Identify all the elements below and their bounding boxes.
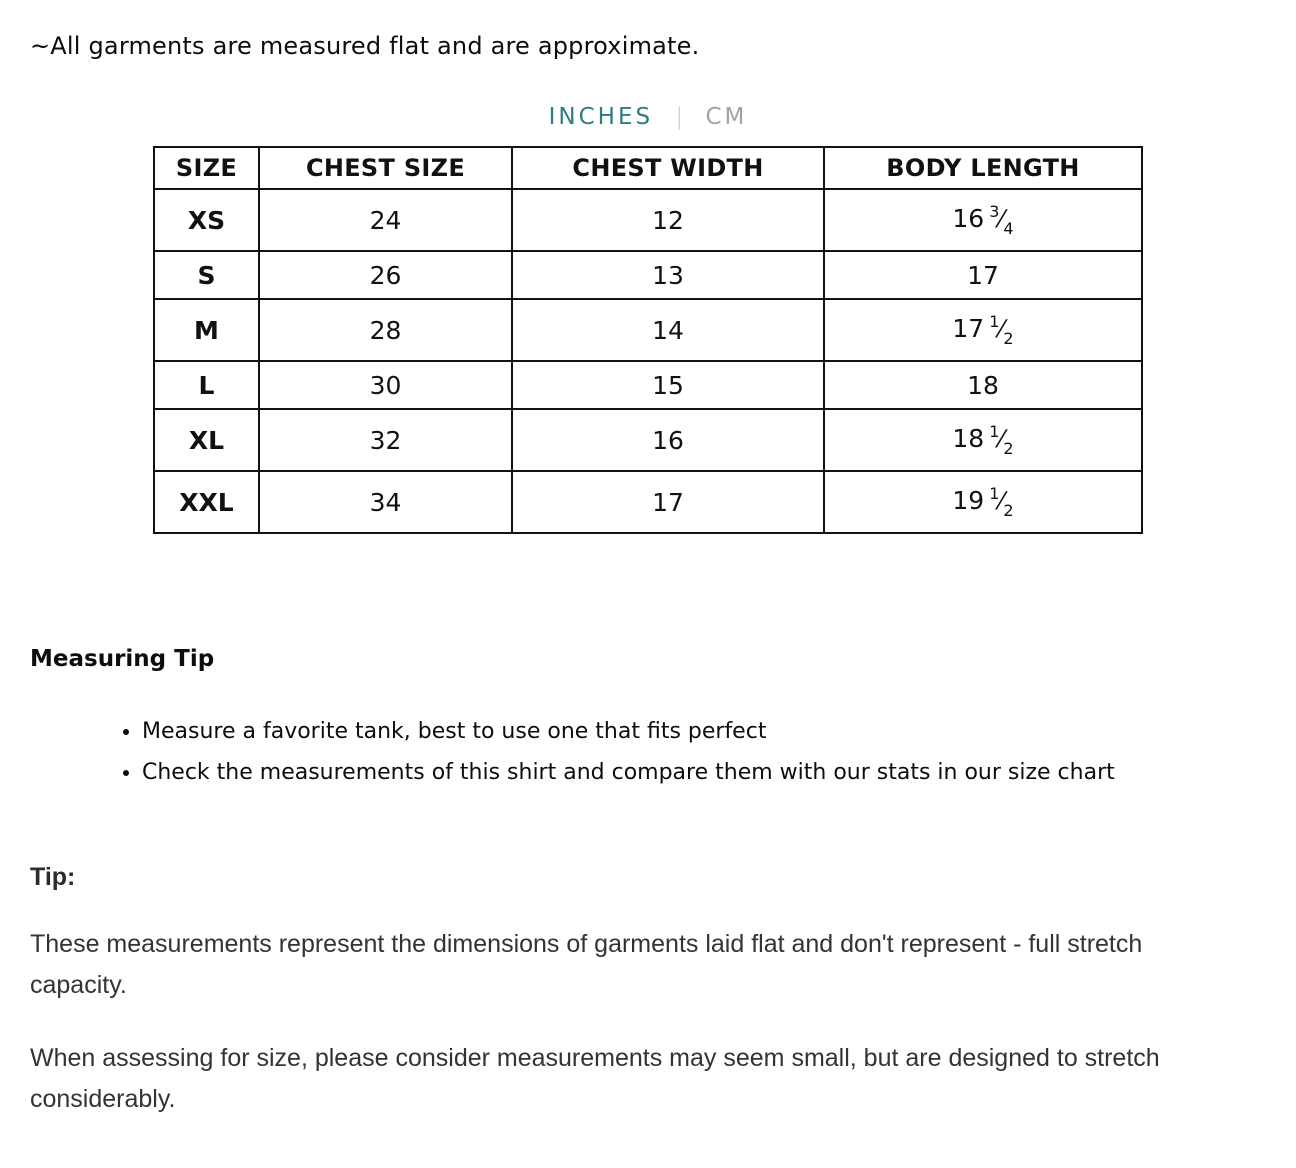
chest-width-cell: 17 bbox=[512, 471, 824, 533]
body-length-cell: 18 bbox=[824, 361, 1142, 409]
body-length-cell: 17 bbox=[824, 251, 1142, 299]
measuring-tips-list bbox=[30, 718, 1266, 787]
column-header: BODY LENGTH bbox=[824, 147, 1142, 189]
chest-size-cell: 30 bbox=[259, 361, 512, 409]
measurement-note: ~All garments are measured flat and are approximate. bbox=[30, 32, 700, 60]
size-cell: XL bbox=[154, 409, 259, 471]
size-table-body bbox=[154, 189, 1142, 533]
chest-size-cell: 24 bbox=[259, 189, 512, 251]
tip-paragraph-2: When assessing for size, please consider measurements may seem small, but are designed to stretch considerably. bbox=[30, 1044, 1160, 1113]
tip-heading: Tip: bbox=[30, 863, 76, 891]
unit-toggle-divider: | bbox=[675, 104, 684, 130]
unit-cm-button[interactable]: CM bbox=[705, 104, 748, 130]
body-length-cell: 16 $^3⁄_4$ bbox=[824, 189, 1142, 251]
chest-width-cell: 16 bbox=[512, 409, 824, 471]
unit-inches-button[interactable]: INCHES bbox=[548, 104, 654, 130]
size-row-m bbox=[154, 299, 1142, 361]
chest-width-cell: 13 bbox=[512, 251, 824, 299]
table-header-row bbox=[154, 147, 1142, 189]
chest-size-cell: 32 bbox=[259, 409, 512, 471]
size-row-xs bbox=[154, 189, 1142, 251]
body-length-cell: 18 $^1⁄_2$ bbox=[824, 409, 1142, 471]
chest-size-cell: 34 bbox=[259, 471, 512, 533]
size-cell: M bbox=[154, 299, 259, 361]
size-row-s bbox=[154, 251, 1142, 299]
chest-size-cell: 26 bbox=[259, 251, 512, 299]
measuring-tip-item: • Measure a favorite tank, best to use one that fits perfect bbox=[142, 718, 1266, 746]
chest-width-cell: 14 bbox=[512, 299, 824, 361]
body-length-cell: 17 $^1⁄_2$ bbox=[824, 299, 1142, 361]
size-row-xxl bbox=[154, 471, 1142, 533]
chest-width-cell: 15 bbox=[512, 361, 824, 409]
measuring-tip-item: • Check the measurements of this shirt and compare them with our stats in our size chart bbox=[142, 759, 1266, 787]
size-cell: XXL bbox=[154, 471, 259, 533]
size-row-xl bbox=[154, 409, 1142, 471]
column-header: SIZE bbox=[154, 147, 259, 189]
measuring-tip-heading: Measuring Tip bbox=[30, 646, 215, 672]
size-cell: L bbox=[154, 361, 259, 409]
unit-toggle bbox=[30, 104, 1266, 130]
size-row-l bbox=[154, 361, 1142, 409]
size-cell: S bbox=[154, 251, 259, 299]
column-header: CHEST WIDTH bbox=[512, 147, 824, 189]
body-length-cell: 19 $^1⁄_2$ bbox=[824, 471, 1142, 533]
size-chart-table bbox=[153, 146, 1143, 534]
chest-size-cell: 28 bbox=[259, 299, 512, 361]
tip-paragraph-1: These measurements represent the dimensions of garments laid flat and don't represent - full stretch capacity. bbox=[30, 930, 1143, 999]
column-header: CHEST SIZE bbox=[259, 147, 512, 189]
size-cell: XS bbox=[154, 189, 259, 251]
chest-width-cell: 12 bbox=[512, 189, 824, 251]
